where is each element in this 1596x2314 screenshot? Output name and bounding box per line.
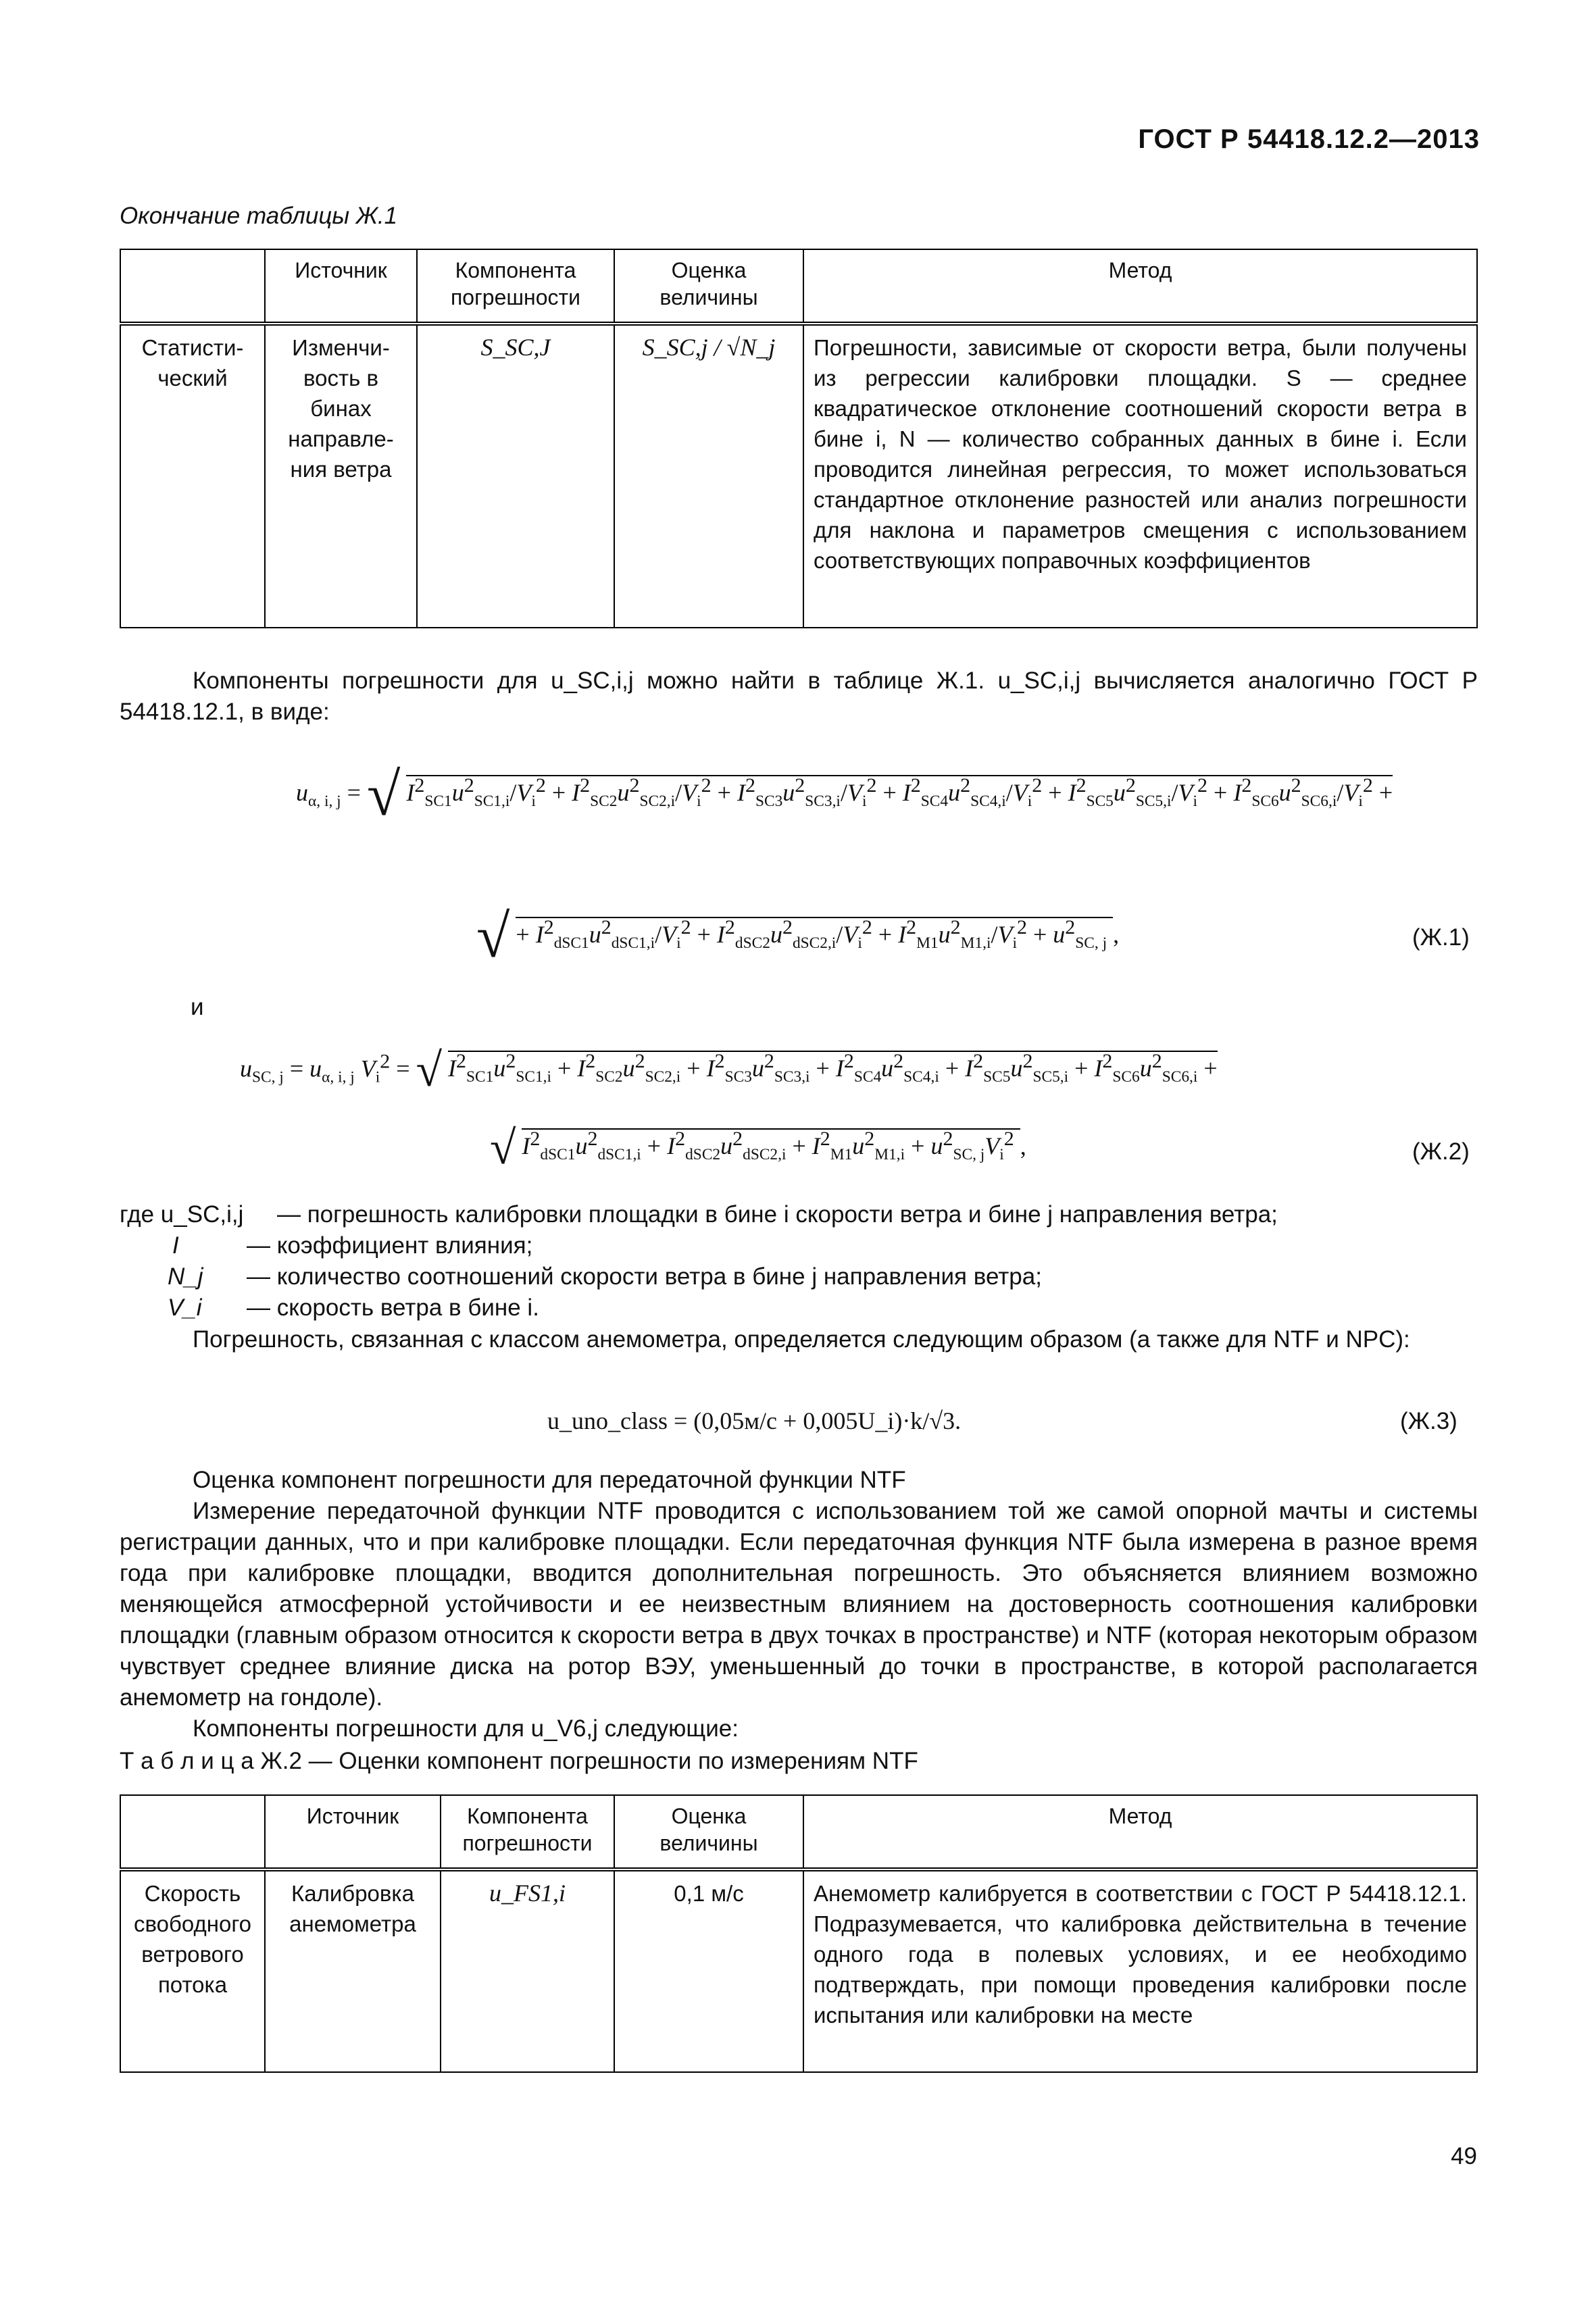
table1-header-estimate: Оценка величины xyxy=(614,249,803,324)
table1-header-method: Метод xyxy=(803,249,1477,324)
equation-3-number: (Ж.3) xyxy=(1400,1408,1457,1434)
table-1 xyxy=(120,249,1478,628)
paragraph-anemometer-class: Погрешность, связанная с классом анемометра, определяется следующим образом (а также для NTF и NPC): xyxy=(193,1326,1410,1353)
table1-method: Погрешности, зависимые от скорости ветра, были получены из регрессии калибровки площадки. S — среднее квадратическое отклонение соотношений скорости ветра в бине i, N — количество собранных данных в бине i. Если проводится линейная регрессия, то может использоваться стандартное отклонение разностей или анализ погрешности для наклона и параметров смещения с использованием соответствующих поправочных коэффициентов xyxy=(803,324,1477,628)
equation-1-line1: $u_{\alpha, i, j}$ = √ $I^2_{SC1}u^2_{SC1,i}/V_i^2 + I^2_{SC2}u^2_{SC2,i}/V_i^2 + I^2_{SC3}u^2_{SC3,i}/V_i^2 + I^2_{SC4}u^2_{SC4,i}/V_i^2 + I^2_{SC5}u^2_{SC5,i}/V_i^2 + I^2_{SC6}u^2_{SC6,i}/V_i^2$ + xyxy=(296,761,1393,828)
equation-3: u_uno_class = (0,05м/с + 0,005U_i)·k/√3. xyxy=(547,1407,962,1434)
table2-header-source: Источник xyxy=(265,1795,441,1869)
where-sym-3: N_j xyxy=(168,1263,203,1290)
table2-source: Калибровка анемометра xyxy=(265,1869,441,2072)
table2-header-row xyxy=(120,1795,1477,1869)
paragraph-ntf-title: Оценка компонент погрешности для передаточной функции NTF xyxy=(193,1467,906,1493)
table2-category: Скорость свободного ветрового потока xyxy=(120,1869,265,2072)
where-sym-4: V_i xyxy=(168,1294,202,1321)
document-header: ГОСТ Р 54418.12.2—2013 xyxy=(1138,124,1480,154)
table1-category: Статисти-ческий xyxy=(120,324,265,628)
equation-1-number: (Ж.1) xyxy=(1412,924,1470,951)
table-row xyxy=(120,324,1477,628)
where-sym-1: где u_SC,i,j xyxy=(120,1201,244,1228)
table2-header-component: Компонента погрешности xyxy=(441,1795,614,1869)
paragraph-components: Компоненты погрешности для u_SC,i,j можно найти в таблице Ж.1. u_SC,i,j вычисляется аналогично ГОСТ Р 54418.12.1, в виде: xyxy=(120,668,1478,725)
paragraph-ntf-measurement: Измерение передаточной функции NTF проводится с использованием той же самой опорной мачты и системы регистрации данных, что и при калибровке площадки. Если передаточная функция NTF была измерена в разное время года при калибровке площадки, вводится дополнительная погрешность. Это объясняется влиянием возможно меняющейся атмосферной устойчивости и ее неизвестным влиянием на достоверность соотношения калибровки площадки (главным образом относится к скорости ветра в двух точках в пространстве) и NTF (которая некоторым образом чувствует среднее влияние диска на ротор ВЭУ, уменьшенный до точки в пространстве, в которой располагается анемометр на гондоле). xyxy=(120,1498,1478,1711)
table-2 xyxy=(120,1794,1478,2073)
where-def-1: — погрешность калибровки площадки в бине i скорости ветра и бине j направления ветра; xyxy=(277,1201,1278,1228)
page-number: 49 xyxy=(1451,2143,1477,2169)
table2-estimate: 0,1 м/с xyxy=(614,1869,803,2072)
equation-2-line1: $u_{SC, j} = u_{\alpha, i, j}$ $V_i^2$ = √ $I^2_{SC1}u^2_{SC1,i} + I^2_{SC2}u^2_{SC2,i} + I^2_{SC3}u^2_{SC3,i} + I^2_{SC4}u^2_{SC4,i} + I^2_{SC5}u^2_{SC5,i} + I^2_{SC6}u^2_{SC6,i}$ + xyxy=(240,1045,1218,1097)
table1-source: Изменчи-вость в бинах направле-ния ветра xyxy=(265,324,417,628)
table1-estimate: S_SC,j / √N_j xyxy=(614,324,803,628)
where-def-3: — количество соотношений скорости ветра в бине j направления ветра; xyxy=(247,1263,1042,1290)
table2-component: u_FS1,i xyxy=(441,1869,614,2072)
where-def-4: — скорость ветра в бине i. xyxy=(247,1294,539,1321)
table2-header-empty xyxy=(120,1795,265,1869)
paragraph-components-v6: Компоненты погрешности для u_V6,j следующие: xyxy=(193,1715,739,1742)
conjunction-and: и xyxy=(191,994,204,1020)
table1-header-empty xyxy=(120,249,265,324)
table-row xyxy=(120,1869,1477,2072)
table1-caption: Окончание таблицы Ж.1 xyxy=(120,203,398,229)
equation-1-line2: √ + $I^2_{dSC1}u^2_{dSC1,i}/V_i^2 + I^2_{dSC2}u^2_{dSC2,i}/V_i^2 + I^2_{M1}u^2_{M1,i}/V_i^2 + u^2_{SC, j}$ , xyxy=(476,903,1120,970)
equation-2-number: (Ж.2) xyxy=(1412,1138,1470,1165)
table1-component: S_SC,J xyxy=(417,324,614,628)
where-def-2: — коэффициент влияния; xyxy=(247,1232,533,1259)
table1-header-component: Компонента погрешности xyxy=(417,249,614,324)
equation-2-line2: √ $I^2_{dSC1}u^2_{dSC1,i} + I^2_{dSC2}u^2_{dSC2,i} + I^2_{M1}u^2_{M1,i} + u^2_{SC, j}V_i^2$ , xyxy=(490,1122,1026,1174)
table2-method: Анемометр калибруется в соответствии с ГОСТ Р 54418.12.1. Подразумевается, что калибровка действительна в течение одного года в полевых условиях, и ее необходимо подтверждать, при помощи проведения калибровки после испытания или калибровки на месте xyxy=(803,1869,1477,2072)
table2-caption: Т а б л и ц а Ж.2 — Оценки компонент погрешности по измерениям NTF xyxy=(120,1748,918,1774)
table2-header-estimate: Оценка величины xyxy=(614,1795,803,1869)
table1-header-row xyxy=(120,249,1477,324)
table1-header-source: Источник xyxy=(265,249,417,324)
where-sym-2: I xyxy=(172,1232,179,1259)
table2-header-method: Метод xyxy=(803,1795,1477,1869)
